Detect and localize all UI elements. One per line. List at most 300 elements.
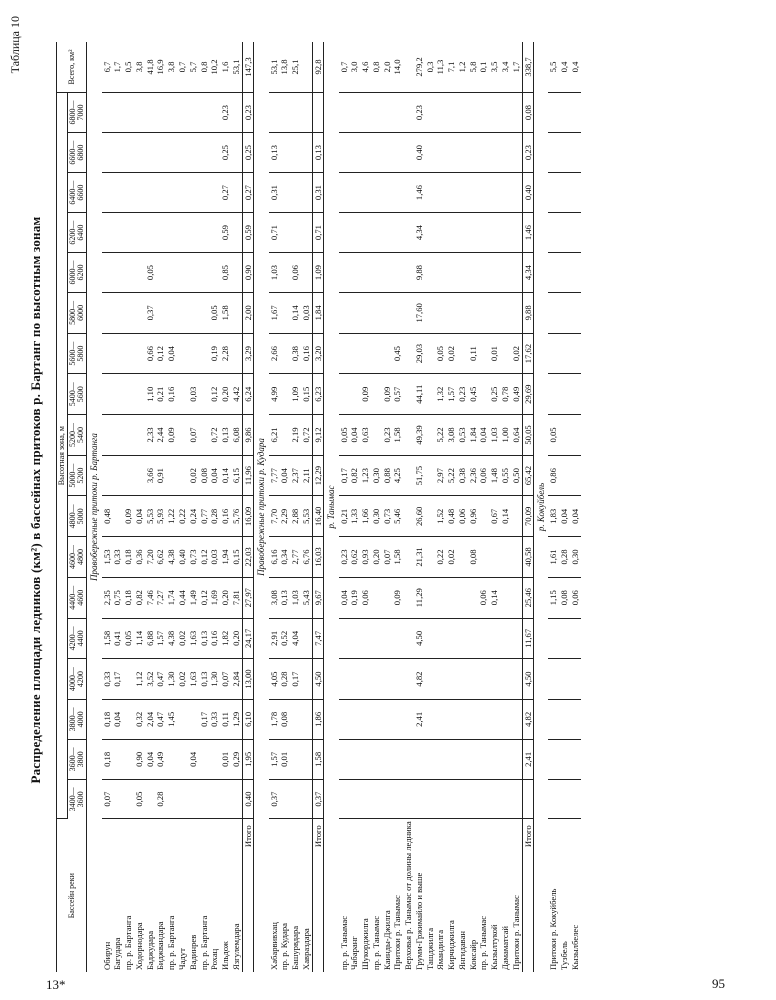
- row-total-cell: 1,7: [112, 42, 123, 93]
- area-cell: [403, 699, 414, 739]
- area-cell: [511, 537, 522, 578]
- area-cell: 0,16: [220, 496, 231, 537]
- area-cell: 0,04: [478, 415, 489, 456]
- total-cell: 2,00: [242, 293, 254, 334]
- table-row: [188, 42, 199, 972]
- row-total-cell: 279,2: [414, 42, 425, 93]
- row-total-cell: 10,2: [209, 42, 220, 93]
- area-cell: [478, 133, 489, 173]
- area-cell: [360, 659, 371, 700]
- area-cell: [339, 699, 350, 739]
- area-cell: [360, 739, 371, 779]
- area-cell: [511, 173, 522, 213]
- area-cell: [112, 133, 123, 173]
- total-cell: 6,24: [242, 374, 254, 415]
- area-cell: [349, 93, 360, 133]
- total-cell: 6,10: [242, 699, 254, 739]
- area-cell: [559, 699, 570, 739]
- area-cell: 1,49: [188, 577, 199, 618]
- area-cell: [446, 618, 457, 659]
- area-cell: [231, 253, 242, 293]
- area-cell: 6,88: [145, 618, 156, 659]
- total-cell: 4,82: [522, 699, 534, 739]
- band-header-text: 3400—3600: [68, 787, 86, 812]
- area-cell: 4,82: [414, 659, 425, 700]
- basin-name: Кирчиджилга: [446, 920, 457, 970]
- area-cell: [478, 659, 489, 700]
- basin-name: Шукорджилга: [360, 918, 371, 970]
- area-cell: 0,28: [559, 537, 570, 578]
- area-cell: [435, 213, 446, 253]
- area-cell: [360, 333, 371, 374]
- area-cell: [134, 333, 145, 374]
- area-cell: 4,05: [269, 659, 280, 700]
- area-cell: 6,76: [301, 537, 312, 578]
- row-total-cell: 0,4: [559, 42, 570, 93]
- table-row: [403, 42, 414, 972]
- total-cell: 65,42: [522, 455, 534, 496]
- area-cell: 0,14: [220, 455, 231, 496]
- area-cell: 2,88: [290, 496, 301, 537]
- table-row: [269, 42, 280, 972]
- area-cell: [511, 133, 522, 173]
- page-number: 95: [712, 976, 725, 991]
- area-cell: [500, 577, 511, 618]
- area-cell: [392, 93, 403, 133]
- basin-name: Кызылбелес: [570, 924, 581, 970]
- area-cell: [188, 213, 199, 253]
- table-row: [446, 42, 457, 972]
- area-cell: [425, 618, 436, 659]
- area-cell: [382, 253, 393, 293]
- table-row: [500, 42, 511, 972]
- area-cell: [478, 333, 489, 374]
- area-cell: [403, 93, 414, 133]
- area-cell: [112, 173, 123, 213]
- area-cell: [360, 699, 371, 739]
- area-cell: [371, 173, 382, 213]
- area-cell: 1,15: [548, 577, 559, 618]
- area-cell: [349, 779, 360, 818]
- band-header: [68, 455, 87, 496]
- area-cell: 4,50: [414, 618, 425, 659]
- area-cell: [500, 293, 511, 334]
- total-cell: 1,58: [312, 739, 324, 779]
- area-cell: 0,33: [112, 537, 123, 578]
- band-header: [68, 739, 87, 779]
- area-cell: [112, 333, 123, 374]
- area-cell: [155, 133, 166, 173]
- area-cell: 0,13: [199, 659, 210, 700]
- table-row: [392, 42, 403, 972]
- area-cell: [425, 537, 436, 578]
- area-cell: 1,45: [166, 699, 177, 739]
- area-cell: [500, 659, 511, 700]
- row-total-cell: 6,7: [102, 42, 113, 93]
- area-cell: [371, 779, 382, 818]
- area-cell: [360, 779, 371, 818]
- area-cell: 0,09: [166, 415, 177, 456]
- area-cell: [301, 133, 312, 173]
- area-cell: [349, 213, 360, 253]
- area-cell: [134, 455, 145, 496]
- area-cell: 0,48: [446, 496, 457, 537]
- area-cell: [403, 618, 414, 659]
- area-cell: [102, 133, 113, 173]
- area-cell: 0,08: [468, 537, 479, 578]
- row-total-cell: [403, 42, 414, 93]
- area-cell: [279, 779, 290, 818]
- area-cell: 4,38: [166, 618, 177, 659]
- area-cell: [371, 133, 382, 173]
- area-cell: [177, 699, 188, 739]
- table-row: [290, 42, 301, 972]
- total-row: [522, 42, 534, 972]
- total-cell: 3,29: [242, 333, 254, 374]
- area-cell: [425, 739, 436, 779]
- total-label: Итого: [522, 819, 534, 972]
- area-cell: [457, 93, 468, 133]
- area-cell: 0,04: [134, 496, 145, 537]
- row-total-cell: 1,2: [457, 42, 468, 93]
- area-cell: 11,29: [414, 577, 425, 618]
- area-cell: 0,32: [134, 699, 145, 739]
- basin-name: Притоки р. Танымас: [510, 895, 521, 970]
- area-cell: 0,04: [559, 496, 570, 537]
- row-total-cell: 3,8: [134, 42, 145, 93]
- area-cell: [478, 739, 489, 779]
- band-header-text: 5600—5800: [68, 341, 86, 366]
- area-cell: [468, 293, 479, 334]
- area-cell: [371, 577, 382, 618]
- area-cell: [360, 93, 371, 133]
- area-cell: [392, 779, 403, 818]
- area-cell: [403, 253, 414, 293]
- area-cell: [145, 133, 156, 173]
- area-cell: 0,06: [478, 577, 489, 618]
- band-header-text: 4200—4400: [68, 626, 86, 651]
- area-cell: [548, 779, 559, 818]
- area-cell: [500, 173, 511, 213]
- area-cell: 1,29: [231, 699, 242, 739]
- band-header: [68, 213, 87, 253]
- area-cell: [548, 374, 559, 415]
- area-cell: [349, 739, 360, 779]
- band-header: [68, 577, 87, 618]
- area-cell: 0,03: [301, 293, 312, 334]
- area-cell: [478, 779, 489, 818]
- area-cell: [414, 779, 425, 818]
- band-header: [68, 537, 87, 578]
- area-cell: [349, 333, 360, 374]
- area-cell: [559, 253, 570, 293]
- area-cell: [489, 213, 500, 253]
- area-cell: [199, 415, 210, 456]
- area-cell: [392, 618, 403, 659]
- area-cell: [468, 173, 479, 213]
- area-cell: [457, 577, 468, 618]
- area-cell: [231, 333, 242, 374]
- area-cell: [548, 699, 559, 739]
- area-cell: [403, 496, 414, 537]
- basin-name: Хабарвивхац: [268, 922, 279, 970]
- area-cell: [559, 133, 570, 173]
- area-cell: [134, 133, 145, 173]
- area-cell: 1,52: [435, 496, 446, 537]
- total-cell: 29,69: [522, 374, 534, 415]
- area-cell: 0,05: [134, 779, 145, 818]
- area-cell: [339, 173, 350, 213]
- table-row: [559, 42, 570, 972]
- area-cell: 0,50: [511, 455, 522, 496]
- area-cell: [403, 133, 414, 173]
- row-total-cell: 7,1: [446, 42, 457, 93]
- area-cell: 0,05: [123, 618, 134, 659]
- area-cell: [177, 93, 188, 133]
- area-cell: [177, 173, 188, 213]
- row-total-cell: 41,8: [145, 42, 156, 93]
- area-cell: [199, 739, 210, 779]
- area-cell: 0,63: [360, 415, 371, 456]
- area-cell: 2,66: [269, 333, 280, 374]
- area-cell: 1,03: [489, 415, 500, 456]
- area-cell: [511, 618, 522, 659]
- area-cell: [403, 779, 414, 818]
- area-cell: 2,04: [145, 699, 156, 739]
- area-cell: 0,71: [269, 213, 280, 253]
- area-cell: [290, 699, 301, 739]
- area-cell: [425, 699, 436, 739]
- area-cell: 0,23: [339, 537, 350, 578]
- row-total-cell: 5,7: [188, 42, 199, 93]
- area-cell: [548, 253, 559, 293]
- row-total-cell: 0,7: [339, 42, 350, 93]
- band-header-text: 6600—6800: [68, 140, 86, 165]
- area-cell: 0,04: [279, 455, 290, 496]
- area-cell: 2,11: [301, 455, 312, 496]
- area-cell: [489, 133, 500, 173]
- area-cell: [102, 253, 113, 293]
- area-cell: [199, 779, 210, 818]
- total-row: [242, 42, 254, 972]
- area-cell: 0,16: [166, 374, 177, 415]
- table-row: [199, 42, 210, 972]
- area-cell: 0,20: [220, 577, 231, 618]
- area-cell: [166, 253, 177, 293]
- area-cell: 4,42: [231, 374, 242, 415]
- area-cell: [349, 618, 360, 659]
- area-cell: [425, 253, 436, 293]
- area-cell: [403, 659, 414, 700]
- row-total-cell: 14,0: [392, 42, 403, 93]
- area-cell: [382, 739, 393, 779]
- area-cell: 1,66: [360, 496, 371, 537]
- area-cell: [339, 618, 350, 659]
- area-cell: [339, 374, 350, 415]
- area-cell: 0,15: [301, 374, 312, 415]
- band-header: [68, 699, 87, 739]
- area-cell: 1,46: [414, 173, 425, 213]
- row-total-cell: 25,1: [290, 42, 301, 93]
- area-cell: [511, 253, 522, 293]
- area-cell: 0,02: [177, 659, 188, 700]
- area-cell: 0,55: [500, 455, 511, 496]
- area-cell: 5,53: [301, 496, 312, 537]
- basin-name: Кызылтукой: [489, 924, 500, 970]
- area-cell: 29,03: [414, 333, 425, 374]
- band-header-text: 5400—5600: [68, 382, 86, 407]
- section-title: Правобережные притоки р. Бартанга: [89, 433, 100, 581]
- area-cell: 0,17: [339, 455, 350, 496]
- total-cell: 0,08: [522, 93, 534, 133]
- area-cell: [559, 333, 570, 374]
- area-cell: [511, 496, 522, 537]
- area-cell: [468, 659, 479, 700]
- total-cell: 16,03: [312, 537, 324, 578]
- area-cell: 2,19: [290, 415, 301, 456]
- area-cell: [339, 659, 350, 700]
- band-header: [68, 333, 87, 374]
- area-cell: [489, 93, 500, 133]
- area-cell: [403, 537, 414, 578]
- area-cell: [123, 779, 134, 818]
- area-cell: 2,29: [279, 496, 290, 537]
- area-cell: [349, 659, 360, 700]
- area-cell: [382, 133, 393, 173]
- area-cell: [478, 699, 489, 739]
- area-cell: [478, 618, 489, 659]
- area-cell: [392, 659, 403, 700]
- area-cell: [102, 455, 113, 496]
- area-cell: 0,21: [339, 496, 350, 537]
- area-cell: [435, 577, 446, 618]
- basin-name: пр. р. Танымас: [338, 915, 349, 970]
- area-cell: [511, 699, 522, 739]
- area-cell: [548, 93, 559, 133]
- area-cell: 1,09: [290, 374, 301, 415]
- area-cell: 0,05: [339, 415, 350, 456]
- area-cell: 0,22: [435, 537, 446, 578]
- area-cell: 1,48: [489, 455, 500, 496]
- area-cell: 0,13: [220, 415, 231, 456]
- area-cell: [435, 699, 446, 739]
- area-cell: [446, 699, 457, 739]
- table-row: [457, 42, 468, 972]
- total-cell: 22,03: [242, 537, 254, 578]
- area-cell: [489, 253, 500, 293]
- area-cell: [360, 133, 371, 173]
- band-header-text: 4800—5000: [68, 504, 86, 529]
- total-cell: 4,50: [312, 659, 324, 700]
- zone-header: Высотная зона, м: [57, 93, 68, 819]
- area-cell: [279, 133, 290, 173]
- table-row: [511, 42, 522, 972]
- basin-name: Хавраздара: [300, 928, 311, 970]
- basin-name: Ильдож: [220, 941, 231, 970]
- area-cell: [145, 779, 156, 818]
- table-row: [414, 42, 425, 972]
- area-cell: 0,04: [570, 496, 581, 537]
- area-cell: [290, 213, 301, 253]
- area-cell: [123, 213, 134, 253]
- area-cell: 0,17: [290, 659, 301, 700]
- area-cell: [457, 659, 468, 700]
- area-cell: [548, 293, 559, 334]
- table-row: [134, 42, 145, 972]
- area-cell: [468, 93, 479, 133]
- area-cell: 0,28: [155, 779, 166, 818]
- area-cell: [371, 213, 382, 253]
- area-cell: [339, 93, 350, 133]
- area-cell: 0,08: [199, 455, 210, 496]
- area-cell: 5,22: [446, 455, 457, 496]
- area-cell: [500, 618, 511, 659]
- table-row: [371, 42, 382, 972]
- area-cell: [403, 455, 414, 496]
- area-cell: [301, 253, 312, 293]
- area-cell: [425, 415, 436, 456]
- area-cell: [559, 739, 570, 779]
- area-cell: [425, 133, 436, 173]
- table-row: [220, 42, 231, 972]
- area-cell: [279, 173, 290, 213]
- area-cell: 2,44: [155, 415, 166, 456]
- area-cell: 0,12: [199, 577, 210, 618]
- basin-name: Обирун: [101, 941, 112, 970]
- area-cell: 0,53: [457, 415, 468, 456]
- area-cell: [500, 253, 511, 293]
- area-cell: 0,03: [209, 537, 220, 578]
- area-cell: [123, 293, 134, 334]
- basin-name: Дамаматсай: [500, 925, 511, 970]
- area-cell: [166, 133, 177, 173]
- area-cell: 0,13: [279, 577, 290, 618]
- area-cell: 0,86: [548, 455, 559, 496]
- area-cell: [279, 333, 290, 374]
- area-cell: 3,52: [145, 659, 156, 700]
- area-cell: [123, 739, 134, 779]
- area-cell: [360, 213, 371, 253]
- area-cell: 0,25: [489, 374, 500, 415]
- area-cell: [548, 659, 559, 700]
- area-cell: [425, 577, 436, 618]
- area-cell: [209, 173, 220, 213]
- area-cell: [134, 374, 145, 415]
- area-cell: [435, 293, 446, 334]
- area-cell: 0,05: [209, 293, 220, 334]
- area-cell: 5,76: [231, 496, 242, 537]
- area-cell: [188, 93, 199, 133]
- area-cell: [371, 293, 382, 334]
- grand-total-cell: 92,8: [312, 42, 324, 93]
- area-cell: [414, 739, 425, 779]
- band-header-text: 5800—6000: [68, 300, 86, 325]
- area-cell: [134, 253, 145, 293]
- area-cell: 0,20: [231, 618, 242, 659]
- area-cell: [548, 333, 559, 374]
- area-cell: [570, 659, 581, 700]
- total-cell: 0,13: [312, 133, 324, 173]
- area-cell: [231, 293, 242, 334]
- area-cell: 1,12: [134, 659, 145, 700]
- area-cell: 0,23: [220, 93, 231, 133]
- area-cell: [349, 293, 360, 334]
- area-cell: [548, 618, 559, 659]
- area-cell: [548, 133, 559, 173]
- area-cell: [177, 455, 188, 496]
- area-cell: [199, 293, 210, 334]
- area-cell: [112, 253, 123, 293]
